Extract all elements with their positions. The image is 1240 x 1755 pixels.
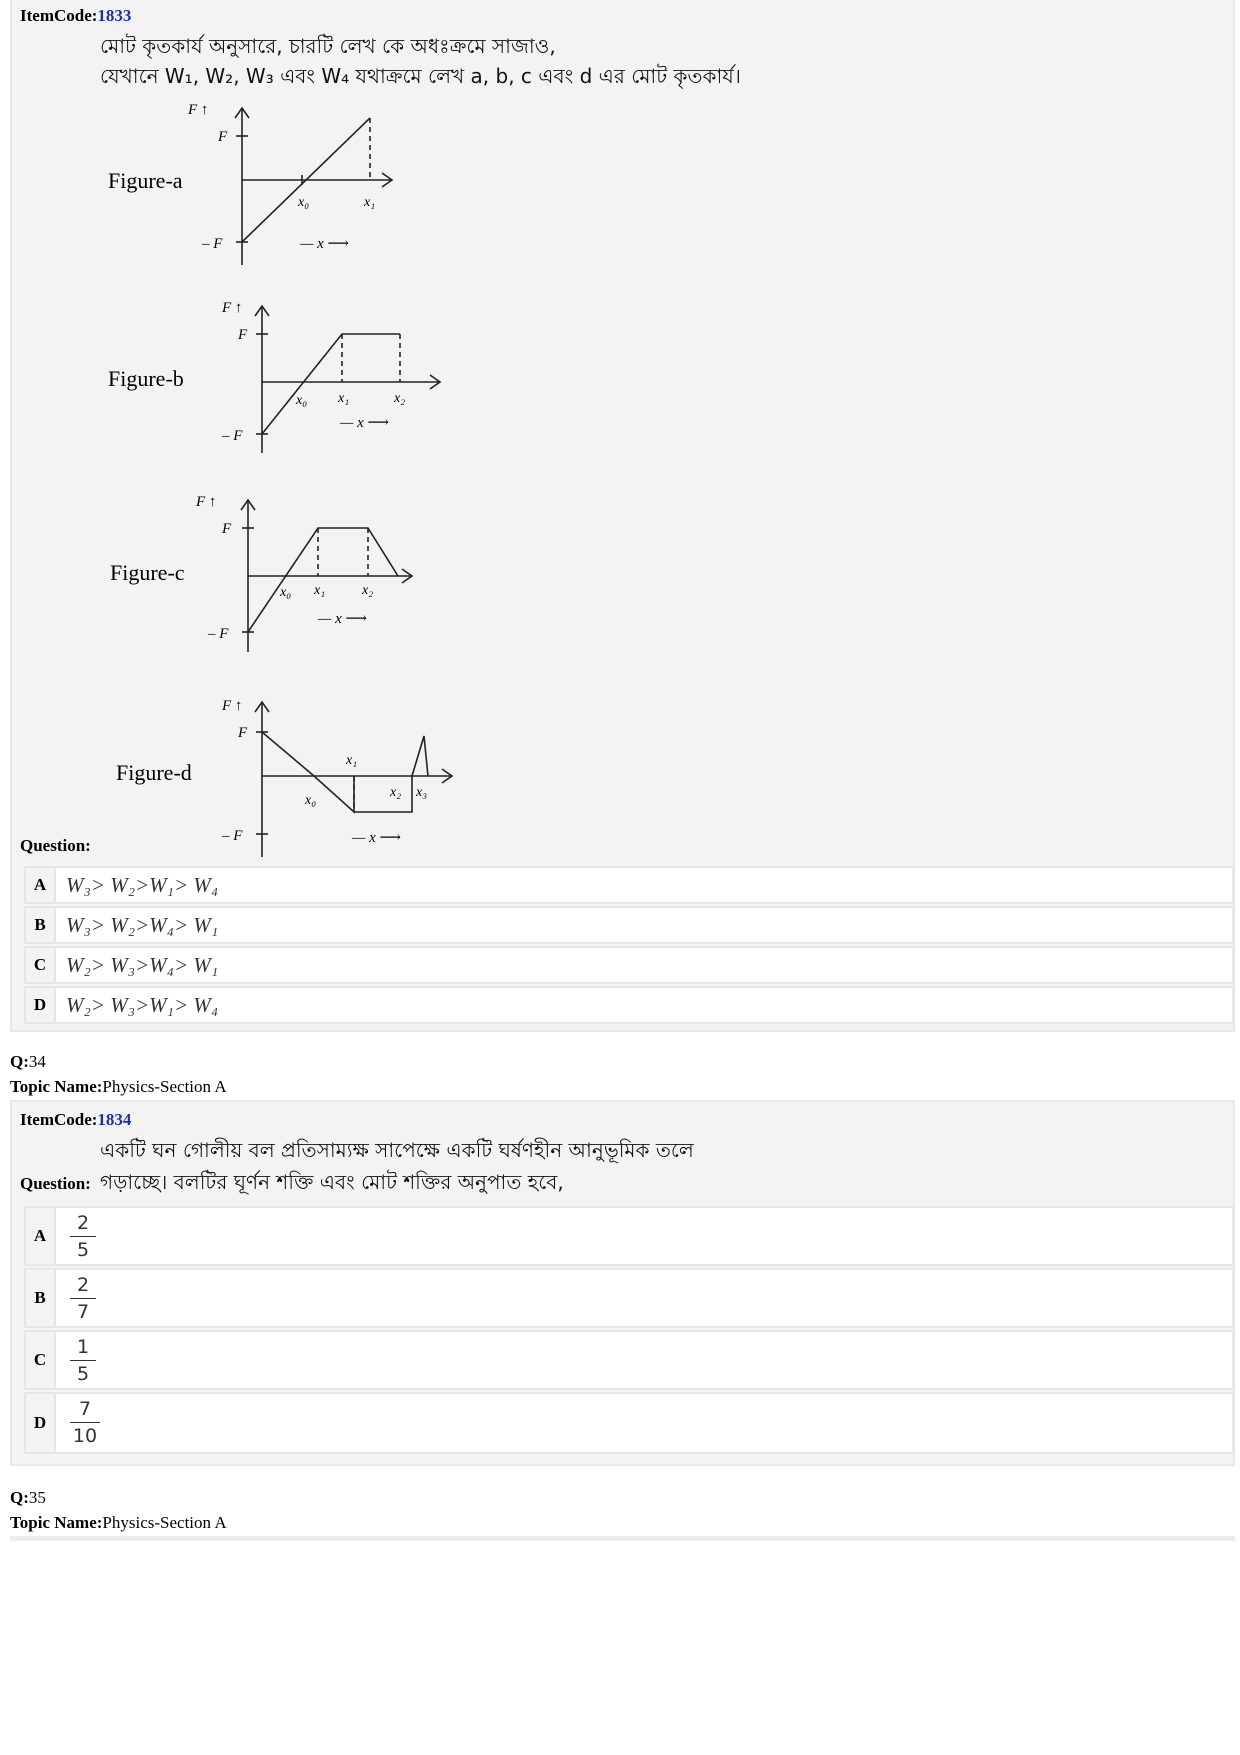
figure-c-f-pos: F (222, 521, 232, 537)
question-card-1834 (10, 1100, 1235, 1466)
option-letter: D (26, 988, 56, 1022)
figure-c-tick-x1: x₁ (314, 583, 326, 598)
option-letter: C (26, 1332, 56, 1388)
figure-d-tick-x0: x₀ (305, 793, 317, 808)
option-b[interactable] (24, 906, 1234, 944)
question-label: Question: (20, 1174, 91, 1193)
q-number: 34 (28, 1052, 46, 1071)
figure-c-f-neg: – F (208, 626, 229, 642)
option-b[interactable] (24, 1268, 1234, 1328)
numerator: 2 (76, 1212, 90, 1234)
figure-b-tick-x0: x₀ (296, 393, 308, 408)
numerator: 7 (78, 1398, 92, 1420)
itemcode-line (20, 6, 131, 26)
topic-label: Topic Name: (10, 1077, 103, 1096)
figure-b-f-label: F ↑ (222, 300, 243, 316)
figure-a-graph (182, 100, 442, 275)
figure-c-tick-x2: x₂ (362, 583, 374, 598)
q-label: Q: (10, 1052, 29, 1071)
itemcode-value: 1834 (97, 1110, 132, 1129)
q34-topic (10, 1077, 227, 1097)
figure-b-label: Figure-b (108, 366, 184, 391)
figure-c-x-label: — x ⟶ (318, 611, 367, 627)
itemcode-value: 1833 (97, 6, 132, 25)
figure-b-tick-x2: x₂ (394, 391, 406, 406)
figure-a-f-pos: F (218, 129, 228, 145)
q35-topic (10, 1513, 227, 1533)
option-letter: A (26, 868, 56, 902)
figure-c-graph (192, 492, 472, 657)
figure-a-f-label: F ↑ (188, 102, 209, 118)
option-letter: B (26, 1270, 56, 1326)
option-d[interactable] (24, 1392, 1234, 1454)
figure-a-tick-x0: x₀ (298, 195, 310, 210)
question-card-1833 (10, 0, 1235, 1032)
figure-d-tick-x1: x₁ (346, 753, 358, 768)
figure-d-x-label: — x ⟶ (352, 830, 401, 846)
figure-d-label: Figure-d (116, 760, 192, 785)
option-c[interactable] (24, 946, 1234, 984)
option-fraction (70, 1274, 96, 1323)
question-label: Question: (20, 836, 91, 855)
option-value: W₂> W₃>W₄> W₁ (66, 953, 219, 977)
figure-b-x-label: — x ⟶ (340, 415, 389, 431)
figure-d-graph (202, 692, 502, 860)
option-fraction (70, 1336, 96, 1385)
option-letter: A (26, 1208, 56, 1264)
figure-b-graph (202, 298, 492, 458)
itemcode-line (20, 1110, 131, 1130)
option-value: W₂> W₃>W₁> W₄ (66, 993, 219, 1017)
q-number: 35 (28, 1488, 46, 1507)
denominator: 10 (72, 1425, 98, 1447)
q-label: Q: (10, 1488, 29, 1507)
option-a[interactable] (24, 866, 1234, 904)
numerator: 2 (76, 1274, 90, 1296)
figure-c-tick-x0: x₀ (280, 585, 292, 600)
topic-value: Physics-Section A (102, 1513, 227, 1532)
option-c[interactable] (24, 1330, 1234, 1390)
figure-a-x-label: — x ⟶ (300, 236, 349, 252)
question-text-line1: মোট কৃতকার্য অনুসারে, চারটি লেখ কে অধঃক্রমে সাজাও, (100, 34, 556, 58)
option-letter: B (26, 908, 56, 942)
figure-b-tick-x1: x₁ (338, 391, 350, 406)
question-text-line2: যেখানে W₁, W₂, W₃ এবং W₄ যথাক্রমে লেখ a, b, c এবং d এর মোট কৃতকার্য। (100, 64, 741, 88)
figure-d-tick-x2: x₂ (390, 785, 402, 800)
topic-label: Topic Name: (10, 1513, 103, 1532)
figure-c-label: Figure-c (110, 560, 185, 585)
figure-d-f-label: F ↑ (222, 698, 243, 714)
figure-d-f-pos: F (238, 725, 248, 741)
itemcode-label: ItemCode: (20, 6, 98, 25)
figure-b-f-neg: – F (222, 428, 243, 444)
option-value: W₃> W₂>W₁> W₄ (66, 873, 219, 897)
option-letter: C (26, 948, 56, 982)
figure-a-f-neg: – F (202, 236, 223, 252)
figure-b-f-pos: F (238, 327, 248, 343)
option-a[interactable] (24, 1206, 1234, 1266)
numerator: 1 (76, 1336, 90, 1358)
section-divider (10, 1536, 1235, 1541)
figure-d-f-neg: – F (222, 828, 243, 844)
figure-a-tick-x1: x₁ (364, 195, 376, 210)
denominator: 7 (76, 1301, 90, 1323)
option-letter: D (26, 1394, 56, 1452)
option-fraction (70, 1398, 100, 1447)
figure-a-label: Figure-a (108, 168, 183, 193)
question-text-line2: গড়াচ্ছে। বলটির ঘূর্ণন শক্তি এবং মোট শক্তির অনুপাত হবে, (100, 1170, 564, 1194)
figure-c-f-label: F ↑ (196, 494, 217, 510)
itemcode-label: ItemCode: (20, 1110, 98, 1129)
option-d[interactable] (24, 986, 1234, 1024)
figure-d-tick-x3: x₃ (416, 785, 428, 800)
q34-number (10, 1052, 46, 1072)
option-value: W₃> W₂>W₄> W₁ (66, 913, 219, 937)
topic-value: Physics-Section A (102, 1077, 227, 1096)
denominator: 5 (76, 1239, 90, 1261)
option-fraction (70, 1212, 96, 1261)
question-text-line1: একটি ঘন গোলীয় বল প্রতিসাম্যক্ষ সাপেক্ষে একটি ঘর্ষণহীন আনুভূমিক তলে (100, 1138, 694, 1162)
q35-number (10, 1488, 46, 1508)
denominator: 5 (76, 1363, 90, 1385)
